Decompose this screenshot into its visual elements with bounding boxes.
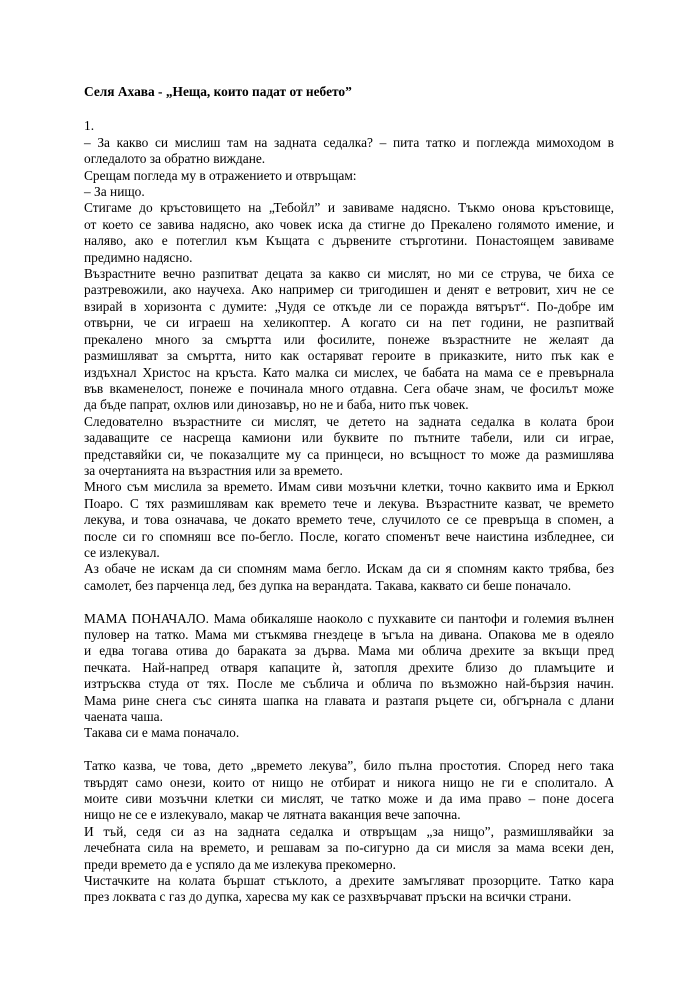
text-line: задаващите се насреща камиони или буквите по пътните табели, или си играе, (84, 430, 614, 446)
paragraph (84, 118, 614, 134)
text-line: чаената чаша. (84, 709, 163, 725)
text-line: във вкаменелост, понеже е починала много отдавна. Сега обаче знам, че фосилът може (84, 380, 614, 396)
text-line: Такава си е мама поначало. (84, 725, 240, 741)
paragraph (84, 758, 614, 824)
paragraph (84, 184, 614, 200)
paragraph (84, 873, 614, 906)
text-line: Аз обаче не искам да си спомням мама бегло. Искам да си я спомням както трябва, без (84, 561, 614, 577)
text-line: после си го спомняш все по-бегло. После, когато споменът вече наистина избледнее, си (84, 528, 614, 544)
paragraph (84, 479, 614, 561)
text-line: Мама рине снега със синята шапка на главата и разтапя ръцете си, обгърнала с длани (84, 692, 614, 708)
paragraph-gap (84, 594, 614, 610)
text-line: отвърни, че си играеш на хеликоптер. А когато си на пет години, не разпитвай (84, 315, 614, 331)
text-line: от което се завива надясно, ако човек иска да стигне до Прекалено голямото имение, и (84, 216, 614, 232)
text-line: Следователно възрастните си мислят, че детето на задната седалка в колата брои (84, 413, 614, 429)
paragraph (84, 200, 614, 266)
text-line: Татко казва, че това, дето „времето лекува”, било пълна простотия. Според него така (84, 758, 614, 774)
text-line: Поаро. С тях размишлявам как времето тече и лекува. Възрастните казват, че времето (84, 495, 614, 511)
text-line: Срещам погледа му в отражението и отвръщам: (84, 167, 357, 183)
text-line: предимно надясно. (84, 249, 193, 265)
paragraph (84, 168, 614, 184)
paragraph-gap (84, 742, 614, 758)
text-line: 1. (84, 118, 95, 134)
text-line: преди времето да е успяло да ме излекува прекомерно. (84, 856, 396, 872)
document-body (84, 118, 614, 905)
text-line: да бъде папрат, охлюв или динозавър, но не и баба, нито пък човек. (84, 397, 469, 413)
text-line: МАМА ПОНАЧАЛО. Мама обикаляше наоколо с пухкавите си пантофи и големия вълнен (84, 610, 614, 626)
text-line: моите сиви мозъчни клетки си мислят, че татко може и да има право – поне досега (84, 791, 614, 807)
text-line: печката. Най-напред отваря капаците ѝ, затопля дрехите близо до пламъците и (84, 659, 614, 675)
text-line: нищо не се е излекувало, макар че лятната ваканция вече започна. (84, 807, 461, 823)
text-line: наляво, ако е потеглил към Къщата с дървените стърготини. Понастоящем завиваме (84, 233, 614, 249)
text-line: и едва тогава отива до бараката за дърва. Мама ми облича дрехите за вкъщи пред (84, 643, 614, 659)
text-line: представяйки си, че показалците му са принцеси, но всъщност то може да размишлява (84, 446, 614, 462)
paragraph (84, 266, 614, 414)
paragraph (84, 611, 614, 726)
paragraph (84, 414, 614, 480)
text-line: лекува, и това означава, че докато времето тече, случилото се се превръща в спомен, а (84, 512, 614, 528)
text-line: издъхнал Христос на кръста. Като малка си мислех, че бабата на мама се е превърнала (84, 364, 614, 380)
paragraph (84, 135, 614, 168)
text-line: огледалото за обратно виждане. (84, 151, 266, 167)
text-line: Стигаме до кръстовището на „Тебойл” и завиваме надясно. Тъкмо онова кръстовище, (84, 200, 614, 216)
text-line: Много съм мислила за времето. Имам сиви мозъчни клетки, точно каквито има и Еркюл (84, 479, 614, 495)
document-page (84, 84, 614, 906)
text-line: през локвата с газ до дупка, харесва му как се разхвърчават пръски на всички страни. (84, 889, 572, 905)
text-line: И тъй, седя си аз на задната седалка и отвръщам „за нищо”, размишлявайки за (84, 823, 614, 839)
text-line: Чистачките на колата бършат стъклото, а дрехите замъгляват прозорците. Татко кара (84, 873, 614, 889)
text-line: изтръсква студа от тях. После ме съблича и облича по възможно най-бързия начин. (84, 676, 614, 692)
text-line: самолет, без парченца лед, без дупка на верандата. Такава, каквато си беше поначало. (84, 577, 572, 593)
text-line: за очертанията на възрастния или за времето. (84, 462, 343, 478)
text-line: – За нищо. (84, 184, 145, 200)
paragraph (84, 561, 614, 594)
text-line: взирай в хоризонта с думите: „Чудя се откъде ли се поражда вятърът“. По-добре им (84, 298, 614, 314)
text-line: прекалено много за смъртта или фосилите, понеже възрастните не желаят да (84, 331, 614, 347)
text-line: Възрастните вечно разпитват децата за какво си мислят, но ми се струва, че биха се (84, 266, 614, 282)
text-line: – За какво си мислиш там на задната седалка? – пита татко и поглежда мимоходом в (84, 134, 614, 150)
text-line: размишляват за смъртта, нито как остаряват героите в приказките, нито пък как е (84, 348, 614, 364)
text-line: се излекувал. (84, 544, 160, 560)
paragraph (84, 824, 614, 873)
text-line: разтревожили, ако научеха. Ако например си тригодишен и денят е ветровит, хич не се (84, 282, 614, 298)
text-line: твърдят само онези, които от нищо не отбират и никога нищо не ги е сполитало. А (84, 774, 614, 790)
paragraph (84, 725, 614, 741)
document-title: Селя Ахава - „Неща, които падат от небето” (84, 84, 352, 99)
text-line: лечебната сила на времето, и решавам за по-сигурно да си мисля за мама всеки ден, (84, 840, 614, 856)
text-line: пуловер на татко. Мама ми стъкмява гнездеце в ъгъла на дивана. Опакова ме в одеяло (84, 626, 614, 642)
